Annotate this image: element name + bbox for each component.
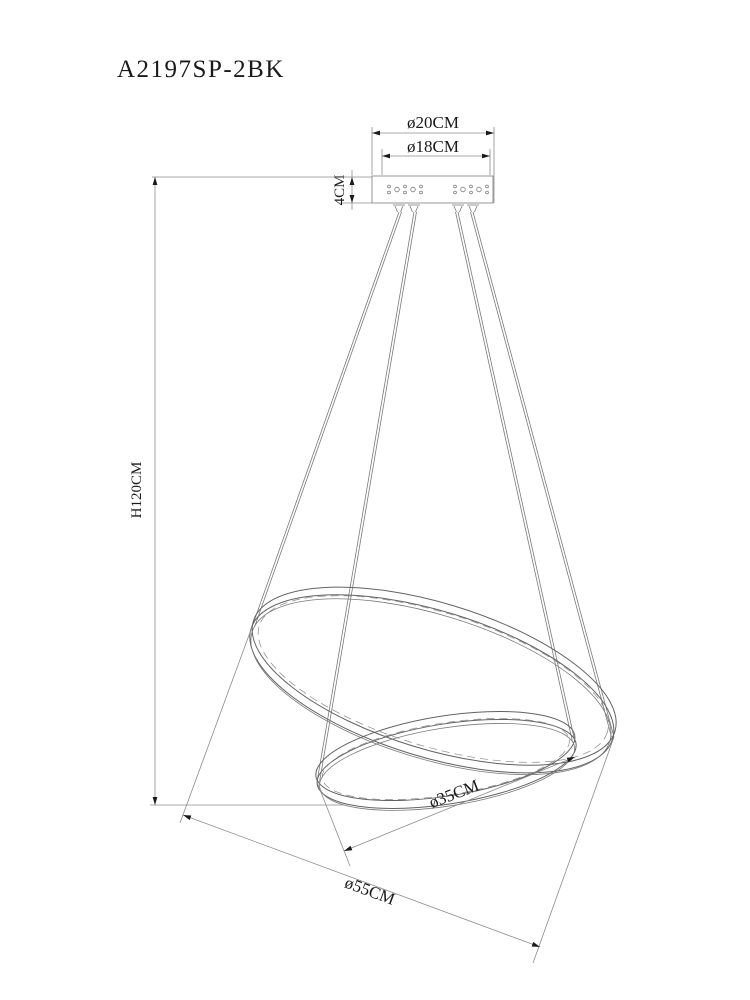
dim-label-large-ring: ø55CM xyxy=(342,872,398,909)
canopy-body xyxy=(372,176,493,203)
dim-hanging-height xyxy=(129,174,372,805)
canopy-holes-left xyxy=(388,185,423,194)
canopy-holes-right xyxy=(454,185,489,194)
dim-small-ring xyxy=(317,757,575,866)
dim-canopy-inner xyxy=(382,137,490,175)
wire-left-inner xyxy=(317,212,417,782)
dim-large-ring xyxy=(180,627,614,963)
product-code: A2197SP-2BK xyxy=(117,56,285,83)
large-ring xyxy=(229,551,636,811)
ceiling-canopy xyxy=(372,176,493,212)
dim-label-canopy-inner: ø18CM xyxy=(407,137,459,156)
dim-label-small-ring: ø35CM xyxy=(426,775,482,813)
dim-label-hanging-height: H120CM xyxy=(129,461,145,519)
dim-canopy-height xyxy=(332,170,372,210)
dim-label-canopy-height: 4CM xyxy=(332,174,348,206)
suspension-wires xyxy=(252,212,614,782)
wire-right-outer xyxy=(471,212,615,737)
dim-canopy-outer xyxy=(372,113,494,203)
cord-grippers xyxy=(393,205,479,212)
dim-label-canopy-outer: ø20CM xyxy=(407,113,459,132)
